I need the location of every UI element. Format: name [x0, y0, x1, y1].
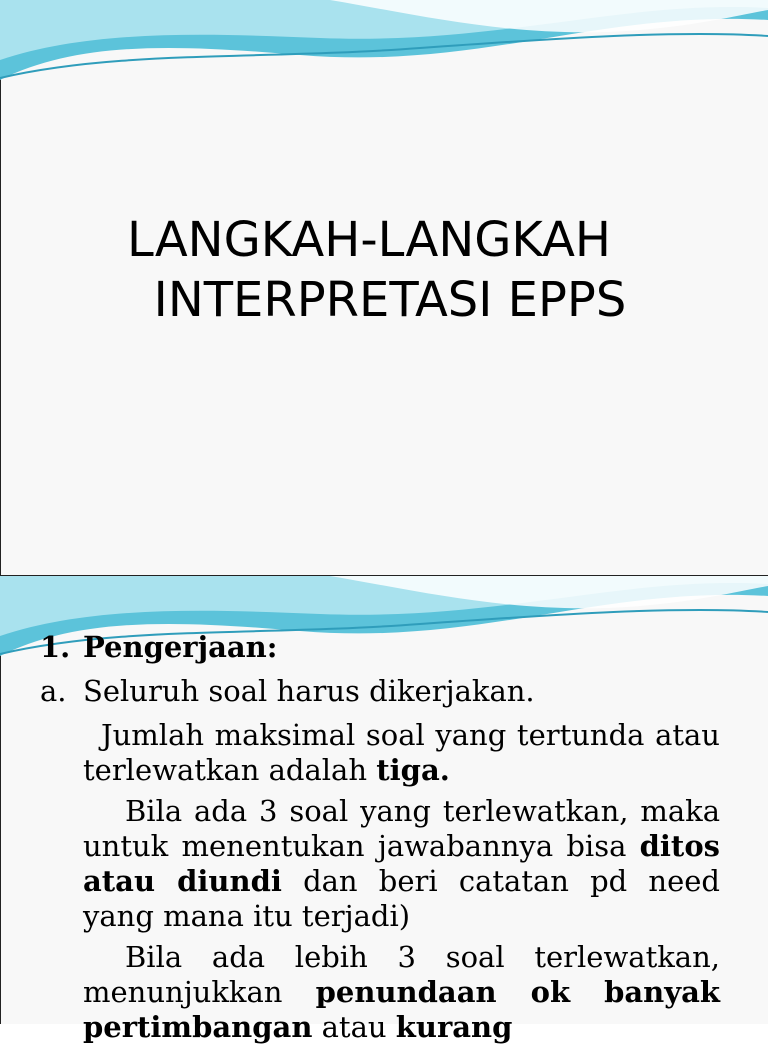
paragraph-2: Bila ada 3 soal yang terlewatkan, maka untuk menentukan jawabannya bisa ditos atau diundi dan beri catatan pd need yang mana itu terjadi) [83, 794, 720, 933]
title-line-2: INTERPRETASI EPPS [153, 272, 627, 328]
paragraph-1: Jumlah maksimal soal yang tertunda atau terlewatkan adalah tiga. [83, 718, 720, 787]
slide-divider [0, 575, 768, 576]
heading-number: 1. [40, 630, 71, 664]
slide-title [0, 210, 768, 330]
header-wave-decoration [0, 0, 768, 90]
title-line-1: LANGKAH-LANGKAH [126, 212, 611, 268]
paragraph-3: Bila ada lebih 3 soal terlewatkan, menunjukkan penundaan ok banyak pertimbangan atau kurang [83, 940, 720, 1044]
content-slide [0, 576, 768, 1044]
list-item-marker: a. [40, 674, 67, 708]
section-heading: Pengerjaan: [83, 630, 278, 664]
list-item-text: Seluruh soal harus dikerjakan. [83, 674, 535, 708]
